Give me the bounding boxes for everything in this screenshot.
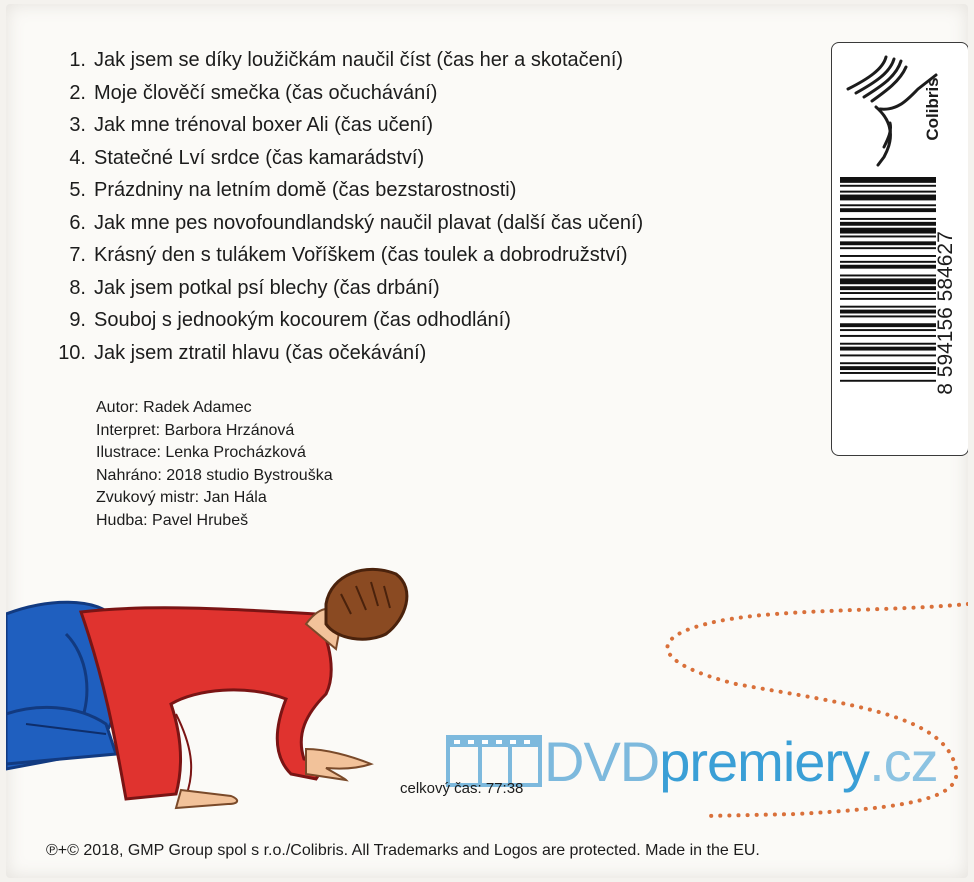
track-number: 3.	[69, 114, 86, 136]
track-item	[46, 239, 643, 272]
track-number: 7.	[69, 244, 86, 266]
credit-line: Hudba: Pavel Hrubeš	[96, 511, 249, 529]
track-number: 6.	[69, 211, 86, 234]
track-title: Krásný den s tulákem Voříškem (čas toulek a dobrodružství)	[94, 244, 628, 266]
track-title: Jak mne trénoval boxer Ali (čas učení)	[94, 114, 434, 136]
hummingbird-icon	[838, 49, 962, 171]
watermark-cz-text: .cz	[869, 729, 938, 793]
barcode-number: 8 594156 584627	[934, 231, 957, 395]
track-item	[46, 304, 643, 337]
track-item	[46, 109, 643, 142]
track-item	[46, 142, 643, 175]
track-title: Moje člověčí smečka (čas očuchávání)	[94, 81, 438, 104]
barcode	[836, 173, 964, 453]
track-item	[46, 207, 643, 240]
barcode-panel	[831, 42, 968, 456]
track-number: 1.	[69, 49, 86, 71]
track-title: Jak jsem potkal psí blechy (čas drbání)	[94, 276, 440, 299]
colibris-logo-text: Colibris	[923, 77, 942, 141]
track-title: Statečné Lví srdce (čas kamarádství)	[94, 146, 425, 169]
track-item	[46, 174, 643, 207]
watermark-premiery-text: premiery	[659, 729, 870, 793]
track-number: 10.	[58, 341, 86, 364]
track-list	[46, 44, 643, 369]
credit-line: Nahráno: 2018 studio Bystrouška	[96, 466, 333, 484]
track-number: 2.	[69, 81, 86, 104]
track-title: Jak jsem se díky loužičkám naučil číst (čas her a skotačení)	[94, 49, 624, 71]
track-number: 4.	[69, 146, 86, 169]
track-title: Jak mne pes novofoundlandský naučil plavat (další čas učení)	[94, 211, 644, 234]
track-number: 5.	[69, 179, 86, 201]
cd-back-cover	[6, 4, 968, 878]
credit-line: Ilustrace: Lenka Procházková	[96, 444, 306, 461]
watermark-dvd-text: DVD	[544, 729, 660, 793]
credit-line: Interpret: Barbora Hrzánová	[96, 421, 295, 439]
total-time: celkový čas: 77:38	[400, 780, 524, 797]
track-item	[46, 337, 643, 370]
track-number: 8.	[69, 276, 86, 299]
track-title: Souboj s jednookým kocourem (čas odhodlání)	[94, 309, 511, 331]
track-item	[46, 272, 643, 305]
track-item	[46, 44, 643, 77]
copyright-notice: ℗+© 2018, GMP Group spol s r.o./Colibris. All Trademarks and Logos are protected. Made in the EU.	[46, 842, 760, 859]
track-item	[46, 77, 643, 110]
track-title: Jak jsem ztratil hlavu (čas očekávání)	[94, 341, 427, 364]
credit-line: Zvukový mistr: Jan Hála	[96, 489, 267, 506]
track-number: 9.	[69, 309, 86, 331]
track-title: Prázdniny na letním domě (čas bezstarostnosti)	[94, 179, 517, 201]
credits-block	[96, 397, 333, 532]
credit-line: Autor: Radek Adamec	[96, 399, 252, 416]
